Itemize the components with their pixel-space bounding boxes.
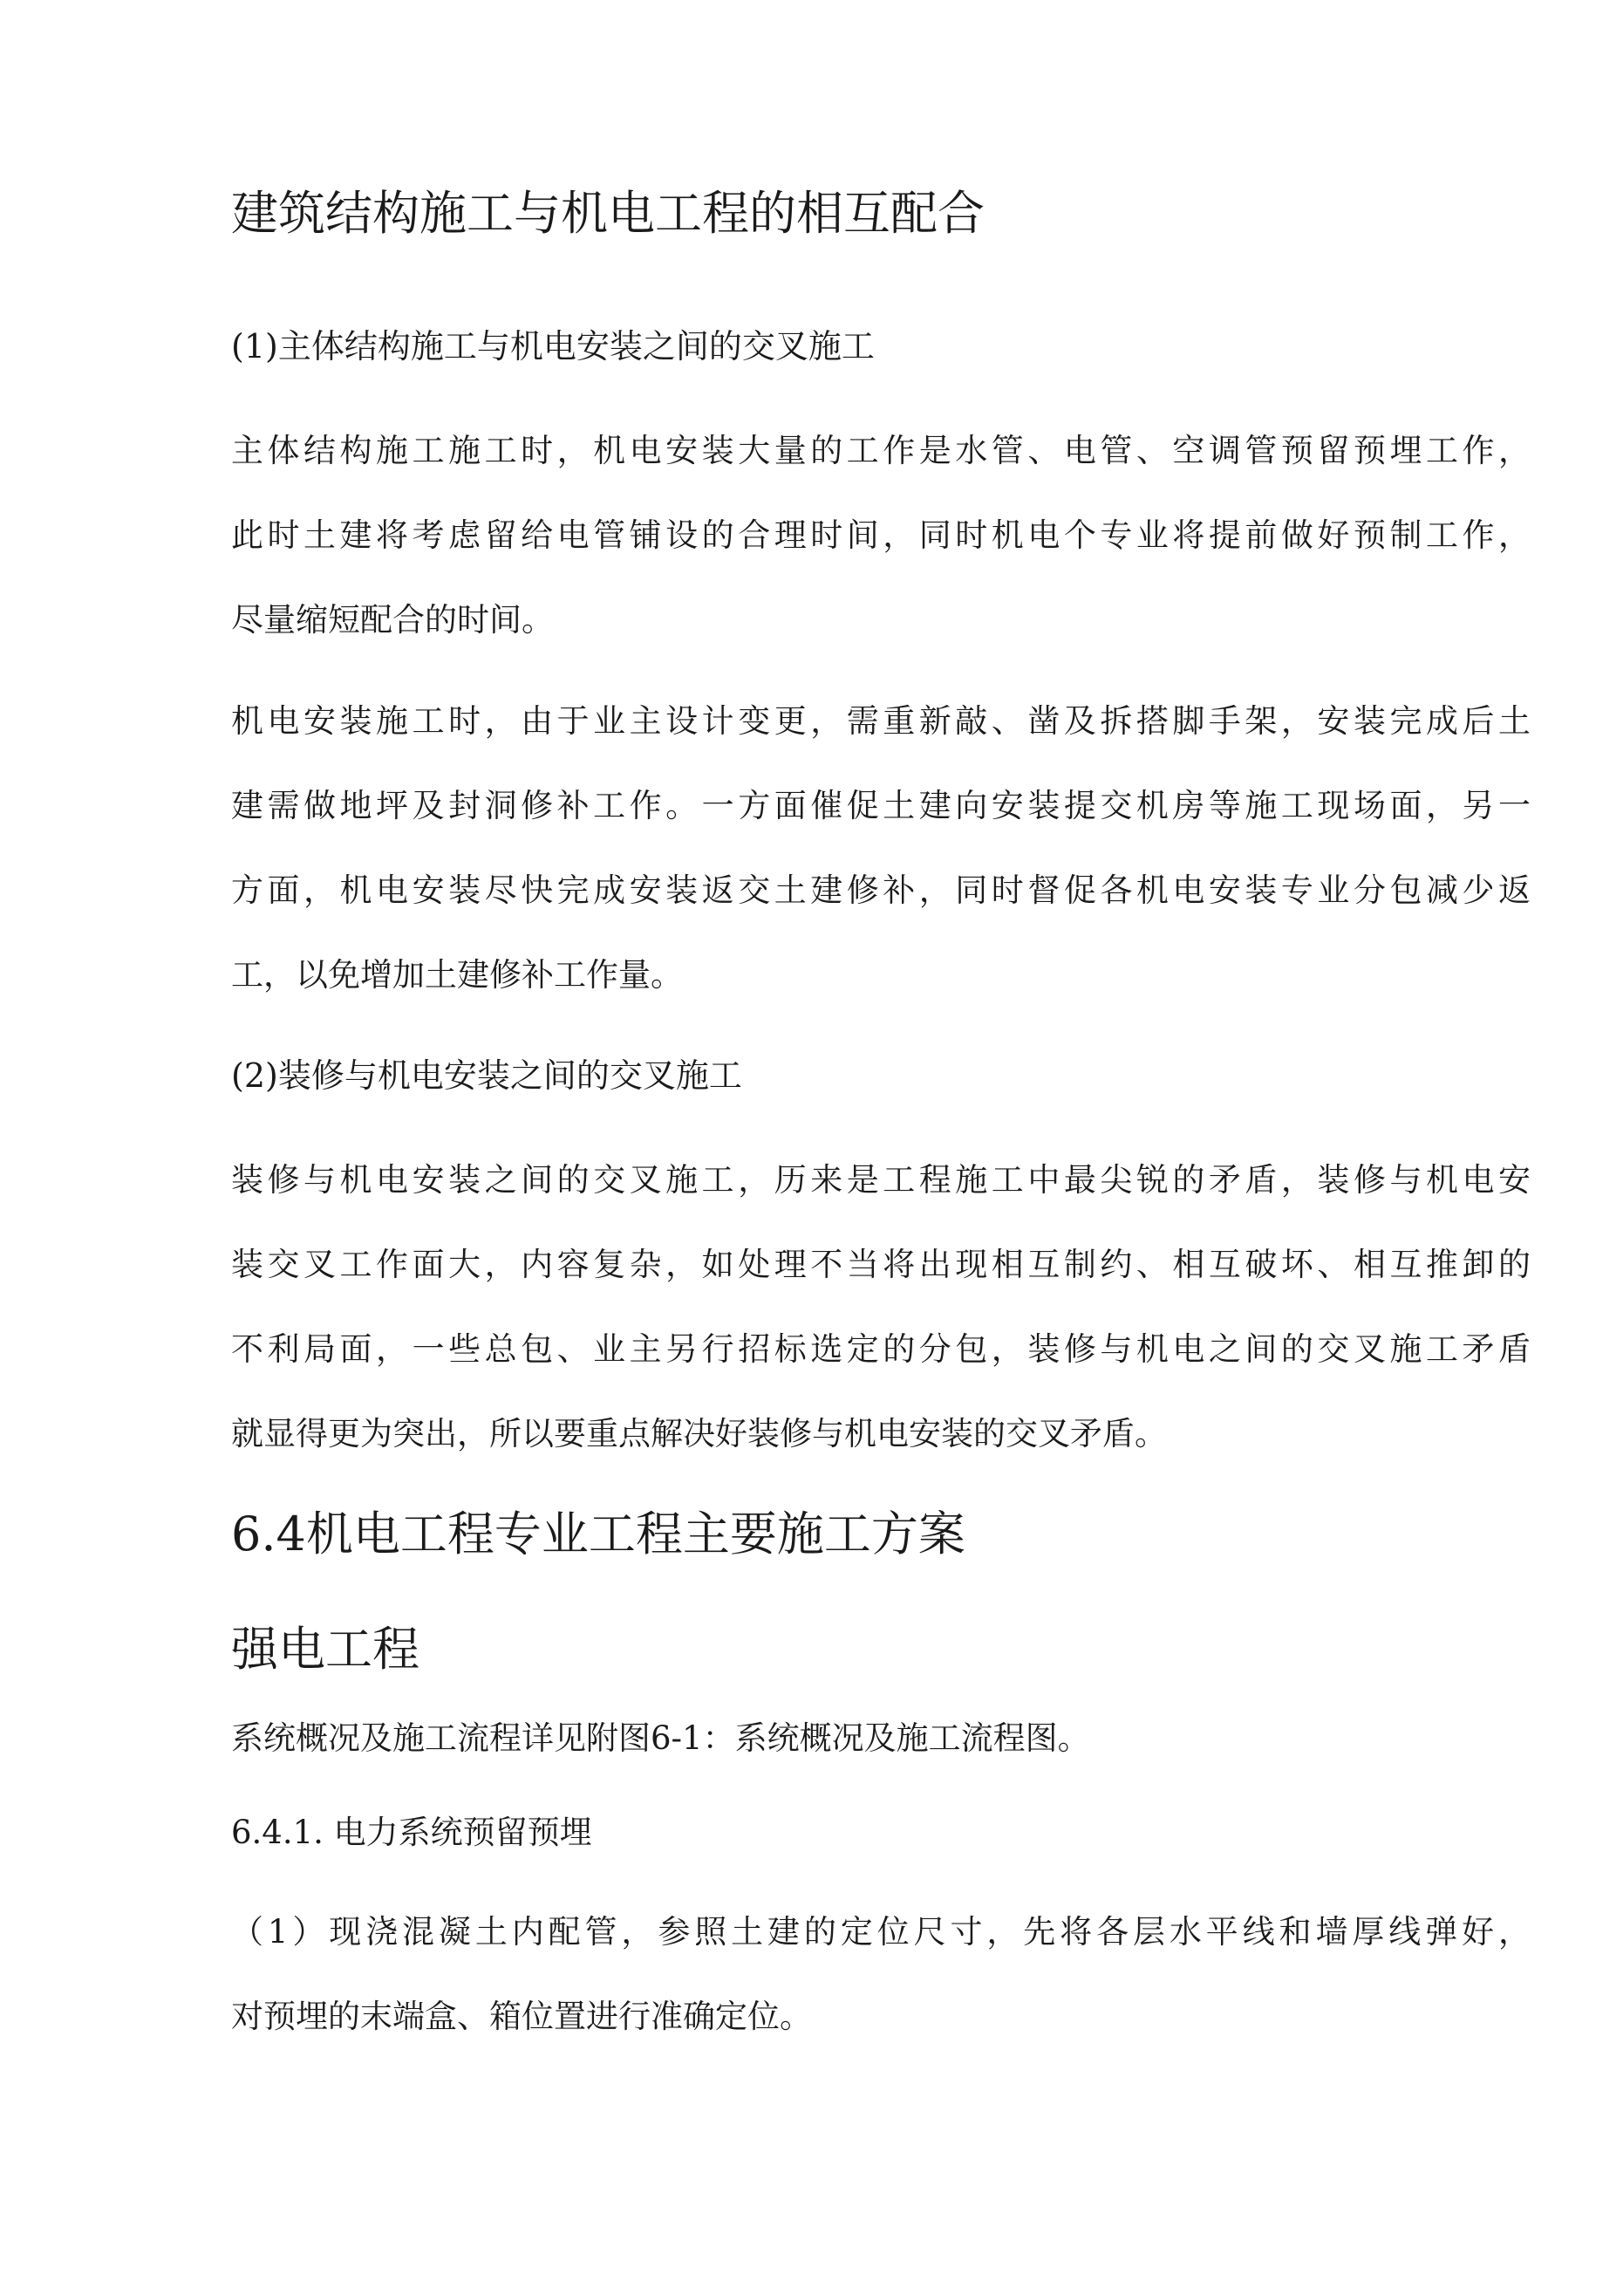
intro-text: 系统概况及施工流程详见附图6-1：系统概况及施工流程图。	[231, 1719, 1090, 1757]
paragraph-line: 装修与机电安装之间的交叉施工，历来是工程施工中最尖锐的矛盾，装修与机电安	[231, 1161, 1531, 1199]
section-heading-6-4: 6.4机电工程专业工程主要施工方案	[231, 1507, 965, 1561]
section-heading-strong-current: 强电工程	[231, 1622, 419, 1677]
paragraph-line: 尽量缩短配合的时间。	[231, 601, 554, 639]
paragraph-line: 方面，机电安装尽快完成安装返交土建修补，同时督促各机电安装专业分包减少返	[231, 871, 1531, 909]
paragraph-line: 机电安装施工时，由于业主设计变更，需重新敲、凿及拆搭脚手架，安装完成后土	[231, 702, 1531, 740]
paragraph-line: 对预埋的末端盒、箱位置进行准确定位。	[231, 1998, 812, 2035]
paragraph-line: 装交叉工作面大，内容复杂，如处理不当将出现相互制约、相互破坏、相互推卸的	[231, 1246, 1531, 1283]
subsection-heading-6-4-1: 6.4.1. 电力系统预留预埋	[231, 1814, 592, 1851]
paragraph-line: 主体结构施工施工时，机电安装大量的工作是水管、电管、空调管预留预埋工作，	[231, 432, 1531, 469]
paragraph-line: 不利局面，一些总包、业主另行招标选定的分包，装修与机电之间的交叉施工矛盾	[231, 1330, 1531, 1368]
paragraph-line: 工，以免增加土建修补工作量。	[231, 956, 683, 994]
document-title: 建筑结构施工与机电工程的相互配合	[231, 186, 985, 241]
section-heading-1: (1)主体结构施工与机电安装之间的交叉施工	[231, 327, 875, 366]
section-heading-2: (2)装修与机电安装之间的交叉施工	[231, 1056, 742, 1095]
paragraph-line: （1）现浇混凝土内配管，参照土建的定位尺寸，先将各层水平线和墙厚线弹好，	[231, 1913, 1531, 1951]
paragraph-line: 建需做地坪及封洞修补工作。一方面催促土建向安装提交机房等施工现场面，另一	[231, 787, 1531, 824]
paragraph-line: 此时土建将考虑留给电管铺设的合理时间，同时机电个专业将提前做好预制工作，	[231, 516, 1531, 554]
paragraph-line: 就显得更为突出，所以要重点解决好装修与机电安装的交叉矛盾。	[231, 1415, 1167, 1452]
